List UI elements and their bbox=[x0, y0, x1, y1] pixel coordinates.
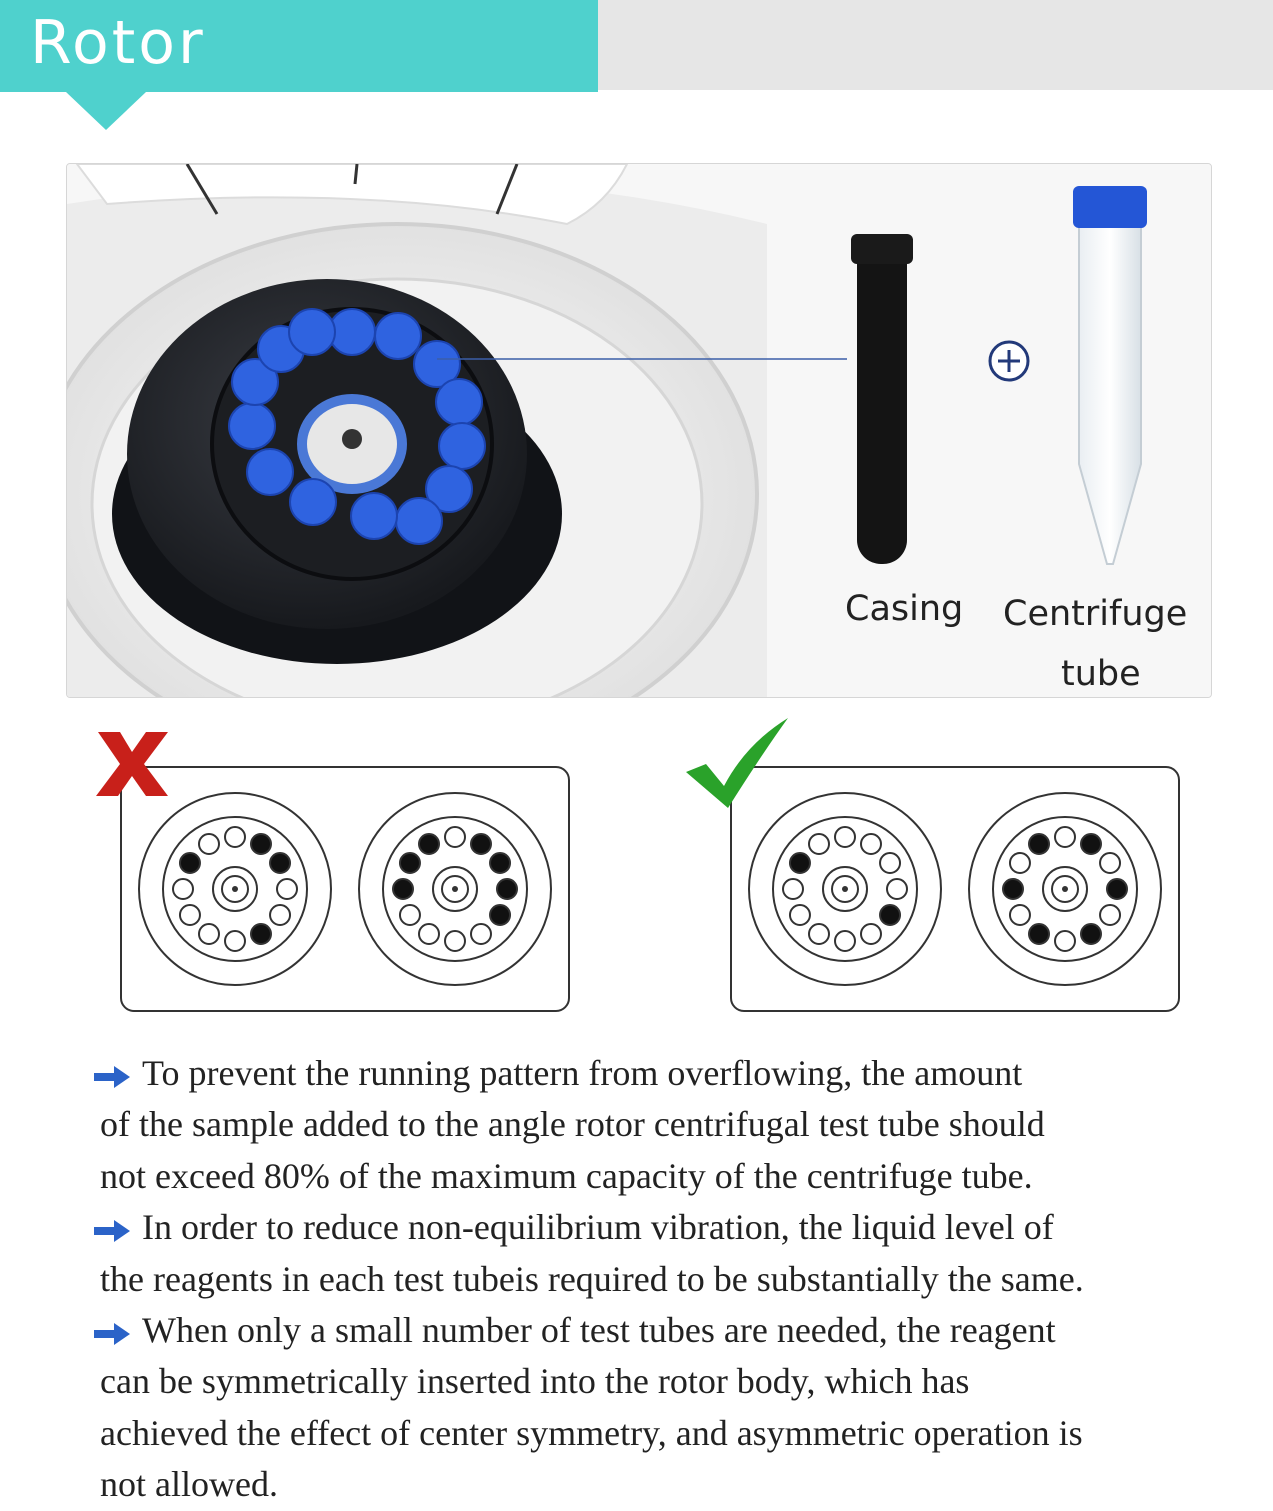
tube-slot bbox=[1029, 834, 1049, 854]
tube-slot bbox=[471, 924, 491, 944]
tube-slot bbox=[1010, 905, 1030, 925]
note-item bbox=[100, 1048, 1260, 1202]
correct-rotor-illustrations bbox=[732, 768, 1178, 1010]
correct-loading-diagram bbox=[730, 766, 1180, 1012]
tube-slot bbox=[445, 827, 465, 847]
tube-slot bbox=[783, 879, 803, 899]
tube-slot bbox=[497, 879, 517, 899]
incorrect-loading-diagram bbox=[120, 766, 570, 1012]
tube-slot bbox=[861, 924, 881, 944]
tube-slot bbox=[861, 834, 881, 854]
tube-slot bbox=[887, 879, 907, 899]
tube-slot bbox=[270, 905, 290, 925]
note-item bbox=[100, 1305, 1260, 1511]
tube-slot bbox=[790, 853, 810, 873]
tube-slot bbox=[490, 853, 510, 873]
note-item bbox=[100, 1202, 1260, 1305]
tube-slot bbox=[1100, 905, 1120, 925]
tube-slot bbox=[1100, 853, 1120, 873]
tube-slot bbox=[400, 905, 420, 925]
tube-slot bbox=[251, 924, 271, 944]
note-text: In order to reduce non-equilibrium vibration, the liquid level of the reagents in each test tubeis required to be substantially the same. bbox=[100, 1207, 1084, 1299]
tube-slot bbox=[1055, 931, 1075, 951]
arrow-right-icon bbox=[94, 1220, 130, 1242]
tube-slot bbox=[400, 853, 420, 873]
tube-slot bbox=[490, 905, 510, 925]
tube-slot bbox=[1107, 879, 1127, 899]
tube-slot bbox=[277, 879, 297, 899]
x-mark-icon bbox=[92, 728, 172, 800]
tube-slot bbox=[393, 879, 413, 899]
tube-slot bbox=[1010, 853, 1030, 873]
tube-slot bbox=[835, 827, 855, 847]
tube-slot bbox=[225, 827, 245, 847]
casing-label: Casing bbox=[845, 589, 964, 629]
incorrect-rotor-illustrations bbox=[122, 768, 568, 1010]
tube-slot bbox=[445, 931, 465, 951]
tube-slot bbox=[880, 905, 900, 925]
tube-slot bbox=[1081, 834, 1101, 854]
tube-slot bbox=[419, 834, 439, 854]
tube-slot bbox=[173, 879, 193, 899]
note-text: To prevent the running pattern from overflowing, the amount of the sample added to the angle rotor centrifugal test tube should not exceed 80% of the maximum capacity of the centrifuge tube. bbox=[100, 1053, 1045, 1196]
tube-slot bbox=[1055, 827, 1075, 847]
tube-slot bbox=[1081, 924, 1101, 944]
tube-slot bbox=[199, 924, 219, 944]
tube-slot bbox=[199, 834, 219, 854]
tube-slot bbox=[225, 931, 245, 951]
tube-slot bbox=[270, 853, 290, 873]
arrow-right-icon bbox=[94, 1066, 130, 1088]
page-title: Rotor bbox=[30, 8, 206, 78]
tube-slot bbox=[880, 853, 900, 873]
centrifuge-tube-label-line2: tube bbox=[1061, 654, 1141, 694]
tube-slot bbox=[809, 924, 829, 944]
check-mark-icon bbox=[684, 716, 794, 810]
tube-slot bbox=[251, 834, 271, 854]
tube-slot bbox=[419, 924, 439, 944]
note-text: When only a small number of test tubes are needed, the reagent can be symmetrically inserted into the rotor body, which has achieved the effect of center symmetry, and asymmetric operation is not allowed. bbox=[100, 1310, 1083, 1505]
tube-slot bbox=[1029, 924, 1049, 944]
tube-slot bbox=[835, 931, 855, 951]
tube-slot bbox=[471, 834, 491, 854]
usage-notes bbox=[100, 1048, 1260, 1511]
arrow-right-icon bbox=[94, 1323, 130, 1345]
tube-slot bbox=[180, 905, 200, 925]
tube-slot bbox=[180, 853, 200, 873]
tube-slot bbox=[809, 834, 829, 854]
centrifuge-tube-label-line1: Centrifuge bbox=[1003, 594, 1188, 634]
tube-slot bbox=[790, 905, 810, 925]
header-gray-band bbox=[598, 0, 1273, 90]
rotor-photo-panel bbox=[66, 163, 1212, 698]
header-banner-tail bbox=[66, 92, 146, 130]
tube-slot bbox=[1003, 879, 1023, 899]
